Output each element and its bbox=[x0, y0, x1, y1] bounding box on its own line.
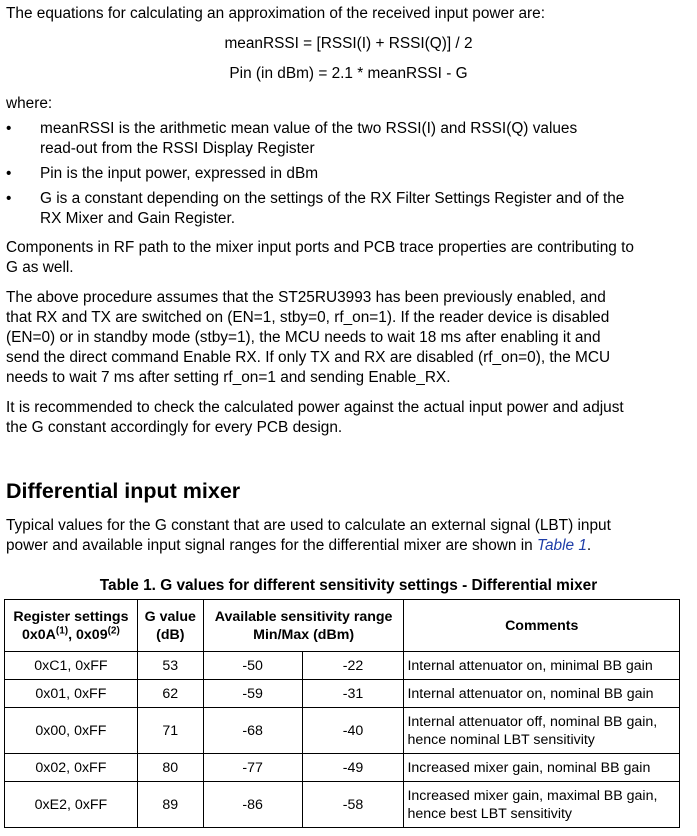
cell-min: -77 bbox=[203, 754, 302, 782]
equation-mean-rssi: meanRSSI = [RSSI(I) + RSSI(Q)] / 2 bbox=[224, 35, 473, 52]
header-comments: Comments bbox=[404, 600, 680, 652]
table-row bbox=[5, 782, 680, 828]
header-text: Register settings bbox=[13, 608, 129, 625]
cell-comment: Internal attenuator on, minimal BB gain bbox=[404, 652, 680, 680]
cell-register: 0x01, 0xFF bbox=[5, 680, 138, 708]
table-row bbox=[5, 708, 680, 754]
paragraph-line: that RX and TX are switched on (EN=1, stby=0, rf_on=1). If the reader device is disabled bbox=[6, 309, 610, 326]
paragraph-line: send the direct command Enable RX. If only TX and RX are disabled (rf_on=0), the MCU bbox=[6, 349, 611, 366]
table-row bbox=[5, 652, 680, 680]
table-row bbox=[5, 754, 680, 782]
header-text: 0x0A bbox=[21, 626, 56, 643]
bullet-line: meanRSSI is the arithmetic mean value of the two RSSI(I) and RSSI(Q) values bbox=[40, 120, 578, 137]
bullet-icon: • bbox=[6, 190, 12, 207]
header-g-value bbox=[137, 600, 203, 652]
header-sensitivity-range bbox=[203, 600, 404, 652]
cell-register: 0xE2, 0xFF bbox=[5, 782, 138, 828]
paragraph-line: the G constant accordingly for every PCB design. bbox=[6, 419, 343, 436]
paragraph-line bbox=[6, 536, 686, 556]
header-text: Available sensitivity range bbox=[214, 608, 393, 625]
paragraph-line: (EN=0) or in standby mode (stby=1), the MCU needs to wait 18 ms after enabling it and bbox=[6, 329, 601, 346]
header-text: (dB) bbox=[156, 626, 185, 643]
g-values-table bbox=[4, 599, 680, 828]
cell-min: -59 bbox=[203, 680, 302, 708]
cell-g-value: 89 bbox=[137, 782, 203, 828]
cell-g-value: 71 bbox=[137, 708, 203, 754]
header-register-settings bbox=[5, 600, 138, 652]
equation-pin: Pin (in dBm) = 2.1 * meanRSSI - G bbox=[229, 65, 468, 82]
cell-max: -58 bbox=[302, 782, 404, 828]
header-text: , 0x09 bbox=[68, 626, 108, 643]
bullet-icon: • bbox=[6, 165, 12, 182]
comment-line: hence nominal LBT sensitivity bbox=[407, 731, 595, 748]
cell-register: 0x02, 0xFF bbox=[5, 754, 138, 782]
cell-comment bbox=[404, 708, 680, 754]
comment-line: hence best LBT sensitivity bbox=[407, 805, 573, 822]
paragraph-line: G as well. bbox=[6, 259, 74, 276]
paragraph-text: . bbox=[586, 537, 592, 554]
cell-max: -40 bbox=[302, 708, 404, 754]
bullet-icon: • bbox=[6, 120, 12, 137]
bullet-line: Pin is the input power, expressed in dBm bbox=[40, 165, 319, 182]
cell-min: -86 bbox=[203, 782, 302, 828]
paragraph-line: It is recommended to check the calculated power against the actual input power and adjust bbox=[6, 399, 624, 416]
intro-text: The equations for calculating an approximation of the received input power are: bbox=[6, 5, 545, 22]
paragraph-typical-values bbox=[6, 516, 686, 556]
paragraph-line: needs to wait 7 ms after setting rf_on=1 and sending Enable_RX. bbox=[6, 369, 451, 386]
where-label: where: bbox=[6, 95, 53, 112]
cell-min: -68 bbox=[203, 708, 302, 754]
cell-g-value: 62 bbox=[137, 680, 203, 708]
comment-line: Internal attenuator off, nominal BB gain, bbox=[407, 713, 658, 730]
bullet-line: G is a constant depending on the settings of the RX Filter Settings Register and of the bbox=[40, 190, 625, 207]
table-row bbox=[5, 680, 680, 708]
cell-comment bbox=[404, 782, 680, 828]
table-header-row bbox=[5, 600, 680, 652]
paragraph-line: Typical values for the G constant that are used to calculate an external signal (LBT) input bbox=[6, 517, 611, 534]
footnote-ref: (1) bbox=[55, 624, 69, 636]
comment-line: Increased mixer gain, maximal BB gain, bbox=[407, 787, 658, 804]
cell-max: -22 bbox=[302, 652, 404, 680]
bullet-line: RX Mixer and Gain Register. bbox=[40, 210, 236, 227]
cell-register: 0x00, 0xFF bbox=[5, 708, 138, 754]
bullet-line: read-out from the RSSI Display Register bbox=[40, 140, 315, 157]
table-1-link[interactable]: Table 1 bbox=[537, 537, 587, 554]
paragraph-line: Components in RF path to the mixer input ports and PCB trace properties are contributing to bbox=[6, 239, 634, 256]
paragraph-components bbox=[6, 238, 686, 278]
paragraph-line: The above procedure assumes that the ST25RU3993 has been previously enabled, and bbox=[6, 289, 606, 306]
footnote-ref: (2) bbox=[107, 624, 120, 636]
cell-max: -31 bbox=[302, 680, 404, 708]
paragraph-procedure bbox=[6, 288, 686, 388]
paragraph-text: power and available input signal ranges for the differential mixer are shown in bbox=[6, 537, 537, 554]
section-heading: Differential input mixer bbox=[6, 479, 241, 503]
cell-min: -50 bbox=[203, 652, 302, 680]
cell-register: 0xC1, 0xFF bbox=[5, 652, 138, 680]
cell-comment: Increased mixer gain, nominal BB gain bbox=[404, 754, 680, 782]
header-text: G value bbox=[144, 608, 196, 625]
table-caption: Table 1. G values for different sensitivity settings - Differential mixer bbox=[99, 577, 598, 594]
cell-g-value: 80 bbox=[137, 754, 203, 782]
cell-comment: Internal attenuator on, nominal BB gain bbox=[404, 680, 680, 708]
header-text bbox=[8, 626, 134, 644]
paragraph-recommendation bbox=[6, 398, 686, 438]
header-text: Min/Max (dBm) bbox=[253, 626, 355, 643]
cell-max: -49 bbox=[302, 754, 404, 782]
cell-g-value: 53 bbox=[137, 652, 203, 680]
